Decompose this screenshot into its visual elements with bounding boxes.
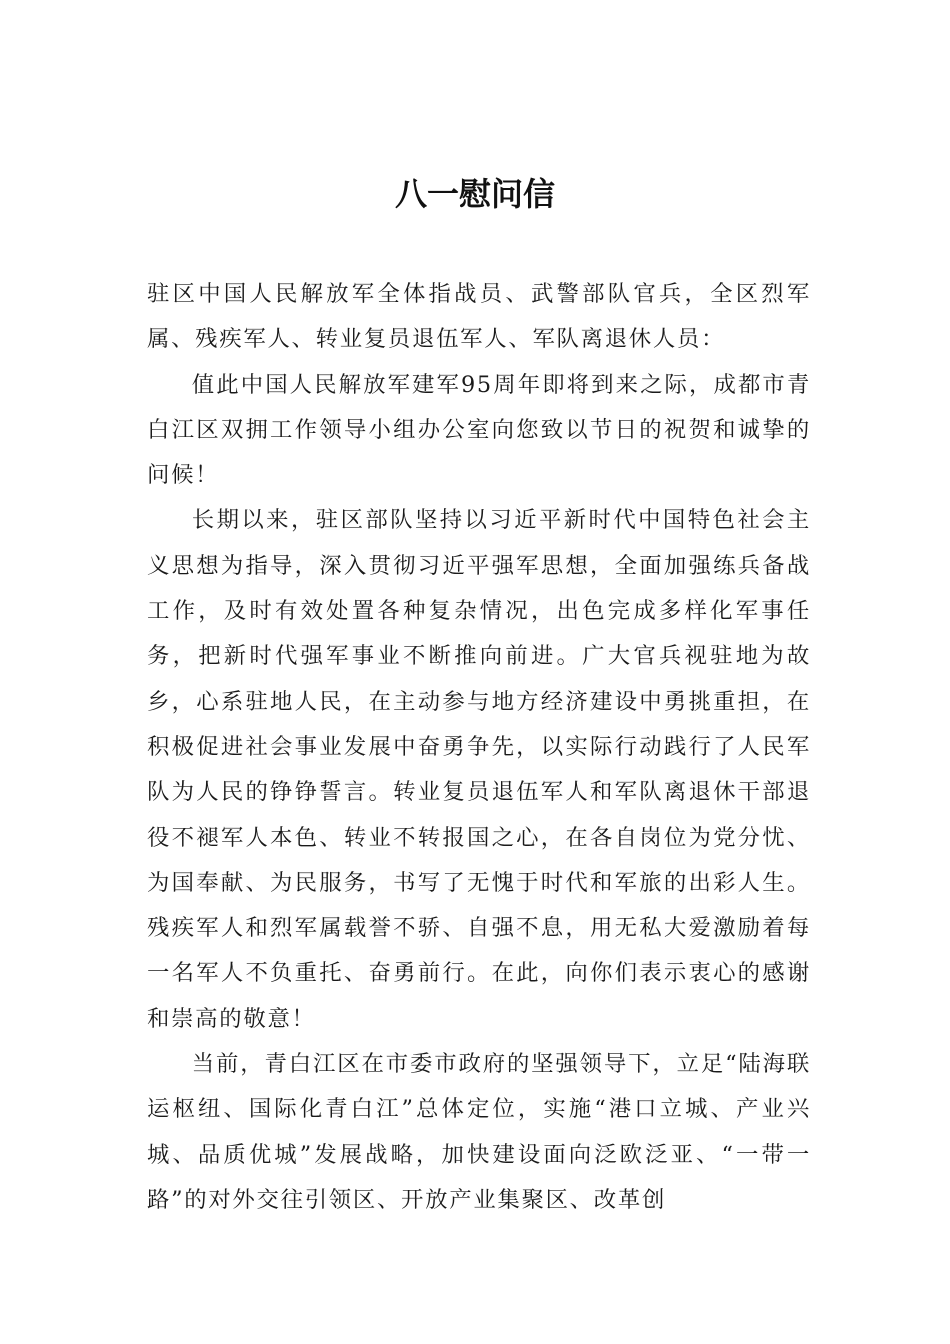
paragraph-development: 当前，青白江区在市委市政府的坚强领导下，立足“陆海联运枢纽、国际化青白江”总体定位，实施“港口立城、产业兴城、品质优城”发展战略，加快建设面向泛欧泛亚、“一带一路”的对外交往引领区、开放产业集聚区、改革创 (147, 1051, 811, 1213)
paragraph-greeting: 值此中国人民解放军建军95周年即将到来之际，成都市青白江区双拥工作领导小组办公室向您致以节日的祝贺和诚挚的问候！ (147, 371, 811, 489)
salutation: 驻区中国人民解放军全体指战员、武警部队官兵，全区烈军属、残疾军人、转业复员退伍军人、军队离退休人员： (147, 281, 811, 353)
letter-body (147, 272, 811, 1223)
letter-title: 八一慰问信 (394, 175, 555, 213)
paragraph-achievements: 长期以来，驻区部队坚持以习近平新时代中国特色社会主义思想为指导，深入贯彻习近平强军思想，全面加强练兵备战工作，及时有效处置各种复杂情况，出色完成多样化军事任务，把新时代强军事业不断推向前进。广大官兵视驻地为故乡，心系驻地人民，在主动参与地方经济建设中勇挑重担，在积极促进社会事业发展中奋勇争先，以实际行动践行了人民军队为人民的铮铮誓言。转业复员退伍军人和军队离退休干部退役不褪军人本色、转业不转报国之心，在各自岗位为党分忧、为国奉献、为民服务，书写了无愧于时代和军旅的出彩人生。残疾军人和烈军属载誉不骄、自强不息，用无私大爱激励着每一名军人不负重托、奋勇前行。在此，向你们表示衷心的感谢和崇高的敬意！ (147, 507, 811, 1032)
